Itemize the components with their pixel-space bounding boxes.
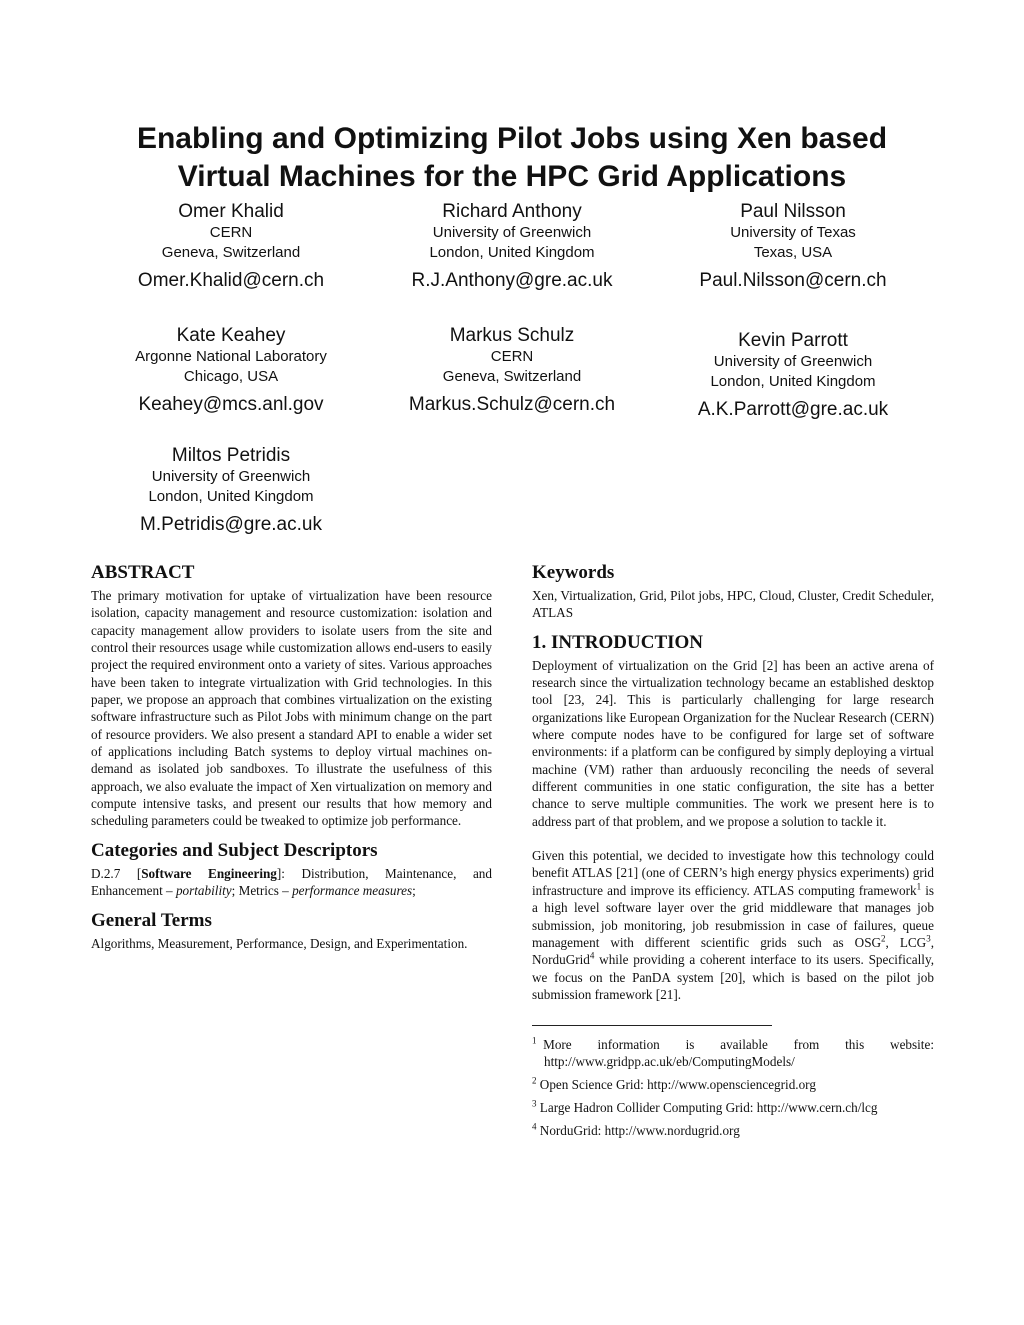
keywords-heading: Keywords: [532, 562, 615, 583]
author-block: [648, 329, 938, 422]
author-location: Geneva, Switzerland: [442, 368, 582, 385]
author-affiliation: University of Greenwich: [713, 353, 873, 370]
footnote-ref: 1: [916, 881, 922, 892]
author-email: Paul.Nilsson@cern.ch: [699, 270, 887, 291]
footnote-4: $^4$ NorduGrid: http://www.nordugrid.org: [532, 1121, 740, 1139]
categories-heading: Categories and Subject Descriptors: [91, 839, 378, 861]
author-block: [367, 200, 657, 293]
keywords-text: Xen, Virtualization, Grid, Pilot jobs, HPC, Cloud, Cluster, Credit Scheduler, ATLAS: [532, 588, 934, 621]
author-affiliation: University of Greenwich: [151, 468, 311, 485]
author-name: Miltos Petridis: [171, 445, 291, 466]
footnote-divider: [532, 1025, 772, 1026]
author-location: London, United Kingdom: [710, 373, 876, 390]
footnote-ref: 2: [881, 933, 886, 944]
footnote-3: $^3$ Large Hadron Collider Computing Grid: http://www.cern.ch/lcg: [532, 1098, 878, 1116]
author-location: London, United Kingdom: [429, 244, 595, 261]
author-name: Omer Khalid: [178, 201, 284, 222]
title-line-2: Virtual Machines for the HPC Grid Applications: [177, 160, 847, 193]
author-affiliation: CERN: [209, 224, 253, 241]
author-block: [86, 444, 376, 537]
abstract-text: The primary motivation for uptake of virtualization have been resource isolation, capacity management and resource customization: isolation and capacity management allow providers to isolate users from the site and control their resources usage while customization allows end-users to easily project the required environment onto a variety of sites. Various approaches have been taken to integrate virtualization with Grid technologies. In this paper, we propose an approach that combines virtualization on the existing software infrastructure such as Pilot Jobs with minimum change on the part of resource providers. We also present a standard API to enable a wider set of applications including Batch systems to deploy virtual machines on-demand as isolated job sandboxes. To illustrate the usefulness of this approach, we also evaluate the impact of Xen virtualization on memory and compute intensive tasks, and present our results that how memory and scheduling parameters could be tweaked to optimize job performance.: [91, 588, 492, 829]
paper-title: [80, 120, 944, 196]
title-line-1: Enabling and Optimizing Pilot Jobs using Xen based: [136, 122, 888, 155]
categories-text: D.2.7 [Software Engineering]: Distribution, Maintenance, and Enhancement – portability; Metrics – performance measures;: [91, 865, 492, 899]
right-column: [532, 562, 934, 1145]
general-terms-heading: General Terms: [91, 909, 212, 931]
author-affiliation: University of Greenwich: [432, 224, 592, 241]
author-location: London, United Kingdom: [148, 488, 314, 505]
author-block: [367, 324, 657, 417]
author-email: Keahey@mcs.anl.gov: [138, 394, 324, 415]
left-column: [91, 562, 492, 952]
author-affiliation: Argonne National Laboratory: [135, 348, 327, 365]
author-location: Geneva, Switzerland: [161, 244, 301, 261]
author-block: [648, 200, 938, 293]
author-name: Richard Anthony: [442, 201, 582, 222]
author-email: M.Petridis@gre.ac.uk: [140, 514, 322, 535]
author-email: Markus.Schulz@cern.ch: [408, 394, 616, 415]
author-name: Kate Keahey: [176, 325, 286, 346]
author-affiliation: University of Texas: [730, 224, 856, 241]
author-email: Omer.Khalid@cern.ch: [137, 270, 325, 291]
author-affiliation: CERN: [490, 348, 534, 365]
general-terms-text: Algorithms, Measurement, Performance, Design, and Experimentation.: [91, 935, 468, 951]
footnote-1: $^1$ More information is available from this website: http://www.gridpp.ac.uk/eb/ComputingModels/: [532, 1035, 934, 1070]
introduction-heading: 1. INTRODUCTION: [532, 631, 704, 653]
author-name: Kevin Parrott: [738, 330, 848, 351]
introduction-paragraph-1: Deployment of virtualization on the Grid [2] has been an active arena of research since the virtualization technology became an established desktop tool [23, 24]. This is particularly challenging for large research organizations like European Organization for the Nuclear Research (CERN) where compute nodes have to be configured for large set of software environments: if a platform can be configured by simply deploying a virtual machine (VM) rather than arduously reconciling the needs of several different communities in one static configuration, the site has a better chance to serve multiple communities. The work we present here is to address part of that problem, and we propose a solution to tackle it.: [532, 657, 934, 829]
author-block: [86, 324, 376, 417]
author-location: Texas, USA: [753, 244, 833, 261]
author-name: Markus Schulz: [449, 325, 575, 346]
author-name: Paul Nilsson: [740, 201, 846, 222]
footnote-2: $^2$ Open Science Grid: http://www.opensciencegrid.org: [532, 1075, 816, 1093]
footnote-ref: 3: [926, 933, 931, 944]
author-block: [86, 200, 376, 293]
author-email: R.J.Anthony@gre.ac.uk: [411, 270, 613, 291]
author-location: Chicago, USA: [183, 368, 279, 385]
footnote-ref: 4: [589, 950, 595, 961]
footnote-1-url: http://www.gridpp.ac.uk/eb/ComputingModels/: [544, 1054, 795, 1070]
introduction-paragraph-2: Given this potential, we decided to investigate how this technology could benefit ATLAS [21] (one of CERN’s high energy physics experiments) grid infrastructure and improve its efficiency. ATLAS computing framework$^1$ is a high level software layer over the grid middleware that manages job submission, job monitoring, job resubmission in case of failures, queue management with different scientific grids such as OSG$^2$, LCG$^3$, NorduGrid$^4$ while providing a coherent interface to its users. Specifically, we focus on the PanDA system [20], which is based on the pilot job submission framework [21].: [532, 848, 934, 1002]
author-email: A.K.Parrott@gre.ac.uk: [697, 399, 889, 420]
abstract-heading: ABSTRACT: [91, 562, 195, 583]
